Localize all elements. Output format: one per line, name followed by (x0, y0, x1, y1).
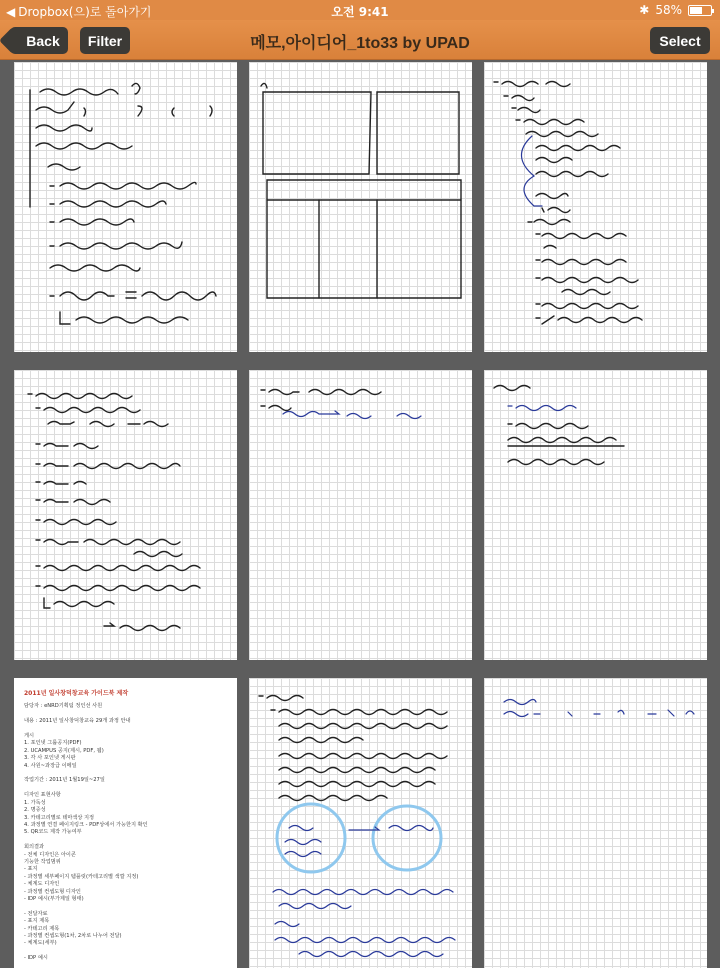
back-arrow-icon: ◀ (6, 4, 16, 19)
document-line: 1. 포인넷 그룹공지(PDF) (24, 740, 82, 747)
back-button-label: Back (26, 32, 60, 49)
document-line: 작업기간 : 2011년 1월19일~27일 (24, 777, 105, 784)
document-line (24, 903, 227, 910)
document-line: - 전체 디자인은 아이콘 (24, 851, 76, 858)
handwriting-sketch (14, 62, 237, 352)
page-thumbnail-3[interactable] (484, 62, 707, 352)
document-line (24, 948, 227, 955)
document-line: - IDP 예시(부가제일 형태) (24, 895, 84, 902)
handwriting-review (484, 62, 707, 352)
document-line: 내용 : 2011년 일사창덕창교육 29개 과정 안내 (24, 718, 131, 725)
page-thumbnail-5[interactable] (249, 370, 472, 660)
document-line: 3. 각 사 포인넷 게시판 (24, 755, 76, 762)
filter-button-label: Filter (87, 32, 123, 49)
document-line: 기능한 작업범위 (24, 858, 61, 865)
handwriting-notes (249, 370, 472, 660)
page-thumbnail-9[interactable] (484, 678, 707, 968)
document-line: - 과정별 세부페이지 템플릿(카테고리별 색깔 지정) (24, 873, 139, 880)
document-line (24, 726, 227, 733)
document-line: 4. 사원~과장급 이메일 (24, 762, 77, 769)
page-title: 메모,아이디어_1to33 by UPAD (250, 35, 470, 52)
battery-percent: 58% (655, 3, 682, 17)
document-line: 담당자 : eNRD기획팀 정인선 사원 (24, 703, 103, 710)
document-line: - 전달자료 (24, 910, 48, 917)
page-thumbnail-6[interactable] (484, 370, 707, 660)
document-line: 게시 (24, 733, 35, 740)
select-button-label: Select (659, 32, 701, 49)
bluetooth-icon: ✱ (639, 3, 650, 17)
document-line: - 카테고리 제목 (24, 925, 60, 932)
page-thumbnail-1[interactable] (14, 62, 237, 352)
page-thumbnail-2[interactable] (249, 62, 472, 352)
document-title: 2011년 일사창덕창교육 가이드북 제작 (24, 690, 129, 697)
page-thumbnail-8[interactable] (249, 678, 472, 968)
page-thumbnail-4[interactable] (14, 370, 237, 660)
page-thumbnail-7-document[interactable] (14, 678, 237, 968)
battery-fill (690, 7, 702, 14)
document-line: - 과정별 컨셉도형(1차, 2차로 나누어 전달) (24, 933, 122, 939)
status-bar (0, 0, 720, 20)
document-line: - IDP 예시 (24, 955, 48, 962)
document-body (24, 703, 227, 962)
document-line: - 표지 (24, 866, 38, 873)
document-line: 5. QR코드 제작 가능여부 (24, 829, 82, 836)
document-line (24, 837, 227, 844)
document-line: 3. 카테고리별로 테마색상 지정 (24, 814, 95, 821)
layout-sketch (249, 62, 472, 352)
document-line: 2. 명증성 (24, 807, 46, 814)
document-line: 디자인 표현사항 (24, 792, 61, 799)
battery-icon (688, 5, 712, 16)
document-line: - 체계도(세부) (24, 940, 57, 947)
navigation-bar (0, 20, 720, 60)
handwriting-notes (484, 370, 707, 660)
document-line: 회의결과 (24, 844, 45, 851)
handwriting-idp-diagram (249, 678, 472, 968)
handwriting-step3 (484, 678, 707, 968)
document-line: 1. 가독성 (24, 799, 46, 806)
document-line: - 체계도 디자인 (24, 881, 60, 888)
document-line: 4. 과정별 연결 페이지링크 - PDF상에서 가능한지 확인 (24, 821, 148, 828)
select-button[interactable] (650, 27, 710, 54)
document-line: - 과정별 컨셉도형 디자인 (24, 888, 81, 895)
handwriting-notes (14, 370, 237, 660)
status-right (639, 3, 712, 17)
document-line: 2. UCAMPUS 공지(제시, PDF, 웹) (24, 747, 104, 754)
document-line: - 표지 제목 (24, 918, 50, 925)
status-time: 오전 9:41 (331, 5, 389, 19)
back-to-app-label: Dropbox(으)로 돌아가기 (18, 5, 152, 19)
